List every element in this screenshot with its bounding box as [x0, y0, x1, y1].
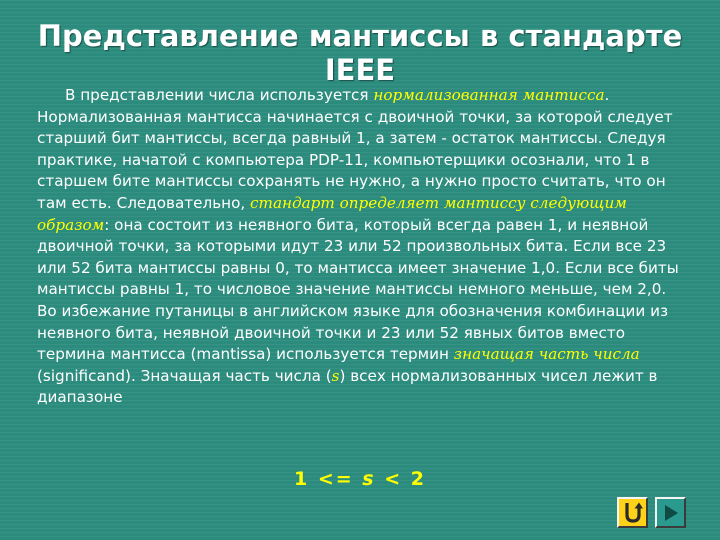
body-text: : она состоит из неявного бита, который всегда равен 1, и неявной двоичной точки, за которыми идут 23 или 52 произвольных бита. Если все 23 или 52 бита мантиссы равны 0, то мантисса имеет значение 1,0. Если все биты мантиссы равны 1, то числовое значение мантиссы немного меньше, чем 2,0. Во избежание путаницы в английском языке для обозначения комбинации из неявного бита, неявной двоичной точки и 23 или 52 явных битов вместо термина мантисса (mantissa) используется термин: [37, 215, 679, 364]
next-slide-button[interactable]: [655, 497, 686, 528]
slide-title: Представление мантиссы в стандарте IEEE: [37, 19, 683, 87]
return-button[interactable]: [617, 497, 648, 528]
slide-body: [37, 85, 689, 409]
play-right-icon: [662, 503, 680, 523]
formula-variable: s: [362, 468, 376, 490]
body-text: (significand). Значащая часть числа (: [37, 366, 332, 385]
return-arrow-icon: [622, 501, 643, 524]
formula-right: < 2: [375, 468, 426, 490]
highlighted-term: стандарт определяет мантиссу следующим образом: [37, 193, 627, 234]
formula: [0, 468, 720, 490]
body-text: ) всех нормализованных чисел лежит в диапазоне: [37, 366, 658, 407]
formula-left: 1 <=: [294, 468, 363, 490]
body-text: . Нормализованная мантисса начинается с двоичной точки, за которой следует старший бит мантиссы, всегда равный 1, а затем - остаток мантиссы. Следуя практике, начатой с компьютера PDP-11, компьютерщики осознали, что 1 в старшем бите мантиссы сохранять не нужно, а нужно просто считать, что он там есть. Следовательно,: [37, 86, 673, 212]
body-text: В представлении числа используется: [65, 86, 374, 104]
highlighted-term: нормализованная мантисса: [373, 86, 605, 104]
highlighted-term: s: [331, 366, 340, 385]
body-paragraph: [37, 85, 689, 409]
highlighted-term: значащая часть числа: [453, 345, 640, 364]
